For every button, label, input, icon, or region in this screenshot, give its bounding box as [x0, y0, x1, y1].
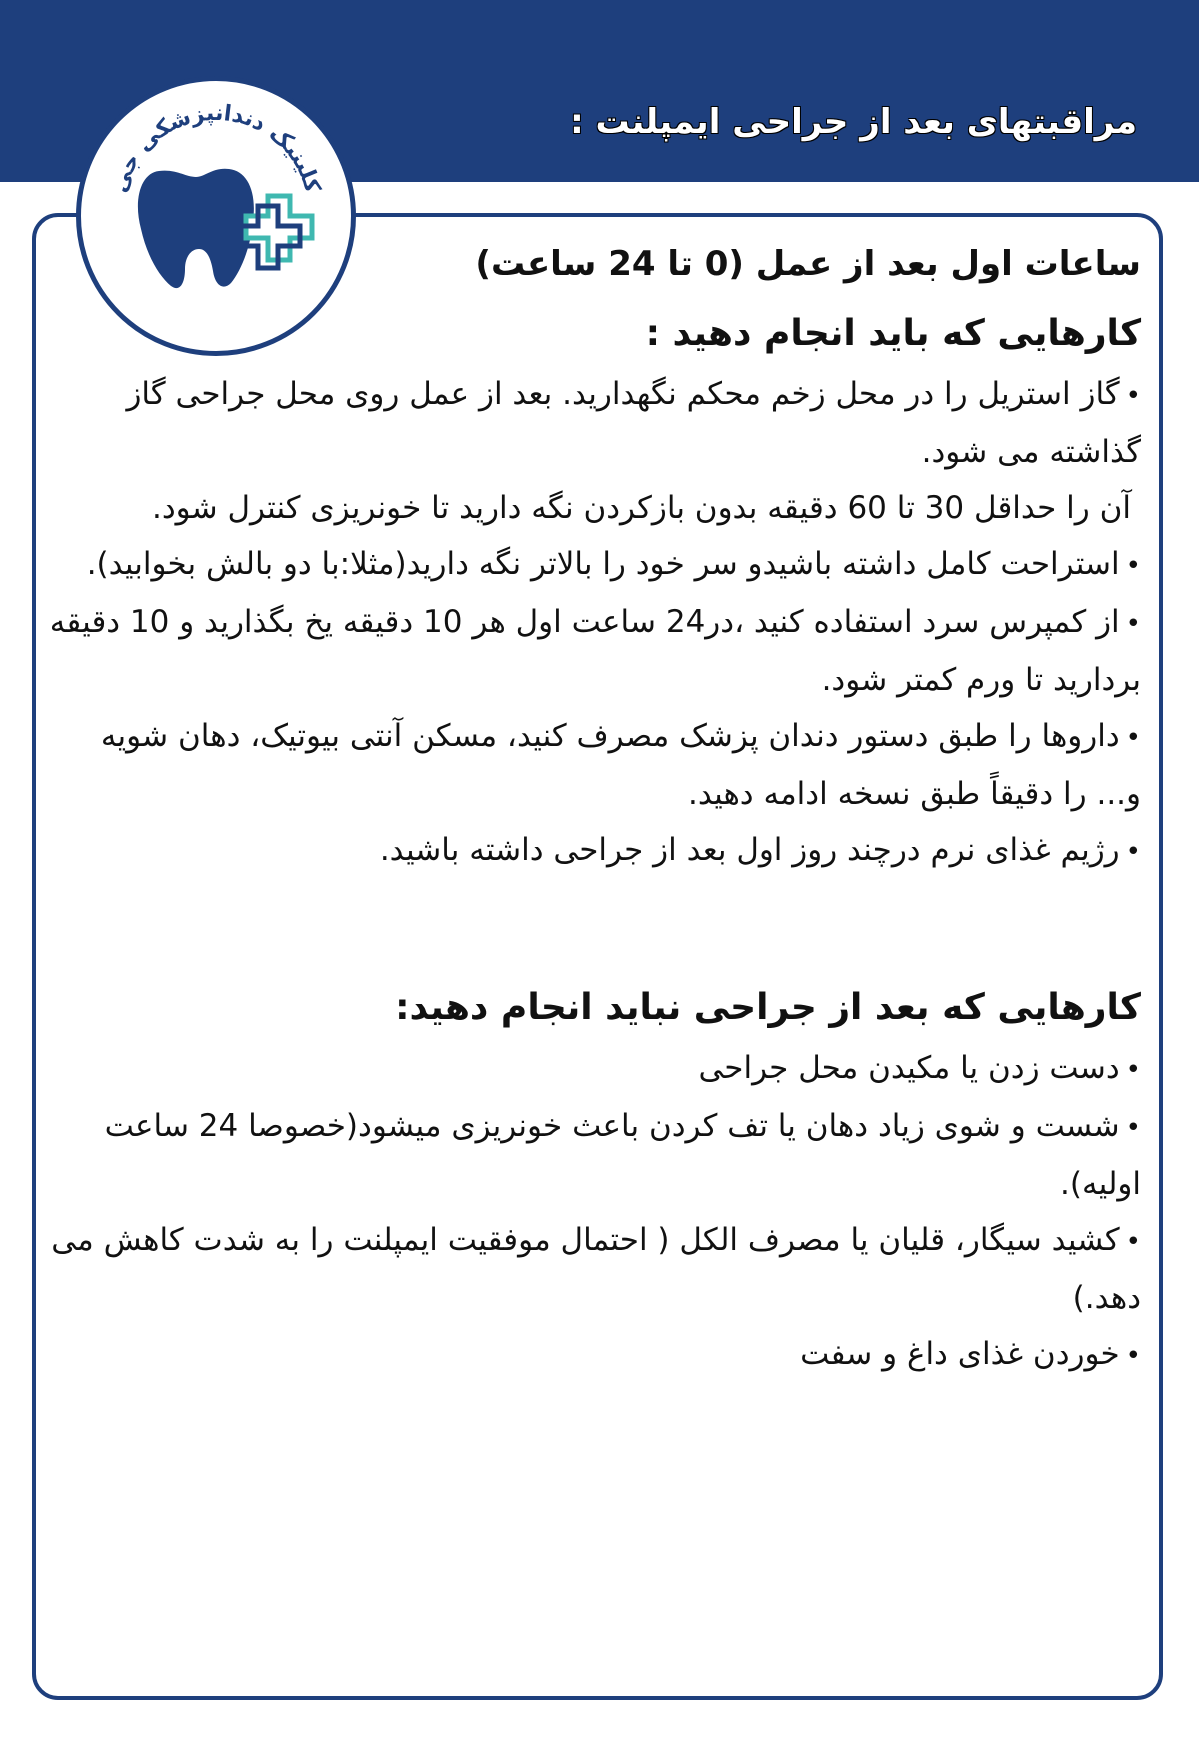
- section1-subheading: کارهایی که باید انجام دهید :: [645, 313, 1141, 354]
- list-item: [49, 366, 1141, 480]
- list-item-text: خوردن غذای داغ و سفت: [800, 1336, 1120, 1372]
- instructions-content: [49, 240, 1141, 1384]
- bullet-icon: •: [1125, 1055, 1141, 1085]
- section1-heading: ساعات اول بعد از عمل (0 تا 24 ساعت): [475, 244, 1141, 284]
- list-item: [49, 594, 1141, 708]
- bullet-icon: •: [1125, 837, 1141, 867]
- list-item: [49, 1326, 1141, 1384]
- bullet-icon: •: [1125, 1113, 1141, 1143]
- list-item-text: گاز استریل را در محل زخم محکم نگهدارید. بعد از عمل روی محل جراحی گاز گذاشته می شود.: [126, 376, 1141, 470]
- bullet-icon: •: [1125, 609, 1141, 639]
- list-item-text: استراحت کامل داشته باشیدو سر خود را بالاتر نگه دارید(مثلا:با دو بالش بخوابید).: [86, 546, 1120, 582]
- list-item-text: رژیم غذای نرم درچند روز اول بعد از جراحی داشته باشید.: [379, 832, 1120, 868]
- list-item: [49, 1040, 1141, 1098]
- list-item: [49, 708, 1141, 822]
- bullet-icon: •: [1125, 723, 1141, 753]
- page-title: مراقبتهای بعد از جراحی ایمپلنت :: [570, 102, 1137, 142]
- bullet-icon: •: [1125, 381, 1141, 411]
- tooth-cross-icon: [81, 81, 351, 351]
- list-item-text: کشید سیگار، قلیان یا مصرف الکل ( احتمال موفقیت ایمپلنت را به شدت کاهش می دهد.): [51, 1222, 1141, 1316]
- list-item: [49, 1212, 1141, 1326]
- bullet-icon: •: [1125, 1341, 1141, 1371]
- list-item-continuation: آن را حداقل 30 تا 60 دقیقه بدون بازکردن نگه دارید تا خونریزی کنترل شود.: [151, 490, 1131, 526]
- logo-arc-text: کلینیک دندانپزشکی جی: [107, 100, 325, 196]
- section-spacer: [49, 880, 1141, 982]
- list-item-text: داروها را طبق دستور دندان پزشک مصرف کنید، مسکن آنتی بیوتیک، دهان شویه و... را دقیقاً طبق نسخه ادامه دهید.: [100, 718, 1141, 812]
- list-item-text: دست زدن یا مکیدن محل جراحی: [698, 1050, 1120, 1086]
- bullet-icon: •: [1125, 1227, 1141, 1257]
- bullet-icon: •: [1125, 551, 1141, 581]
- list-item-text: از کمپرس سرد استفاده کنید ،در24 ساعت اول هر 10 دقیقه یخ بگذارید و 10 دقیقه بردارید تا ورم کمتر شود.: [49, 604, 1141, 698]
- list-item: [49, 1098, 1141, 1212]
- list-item-text: شست و شوی زیاد دهان یا تف کردن باعث خونریزی میشود(خصوصا 24 ساعت اولیه).: [104, 1108, 1141, 1202]
- clinic-logo: [76, 76, 356, 356]
- list-item: [49, 822, 1141, 880]
- list-item: [49, 536, 1141, 594]
- section2-heading: کارهایی که بعد از جراحی نباید انجام دهید:: [395, 987, 1141, 1028]
